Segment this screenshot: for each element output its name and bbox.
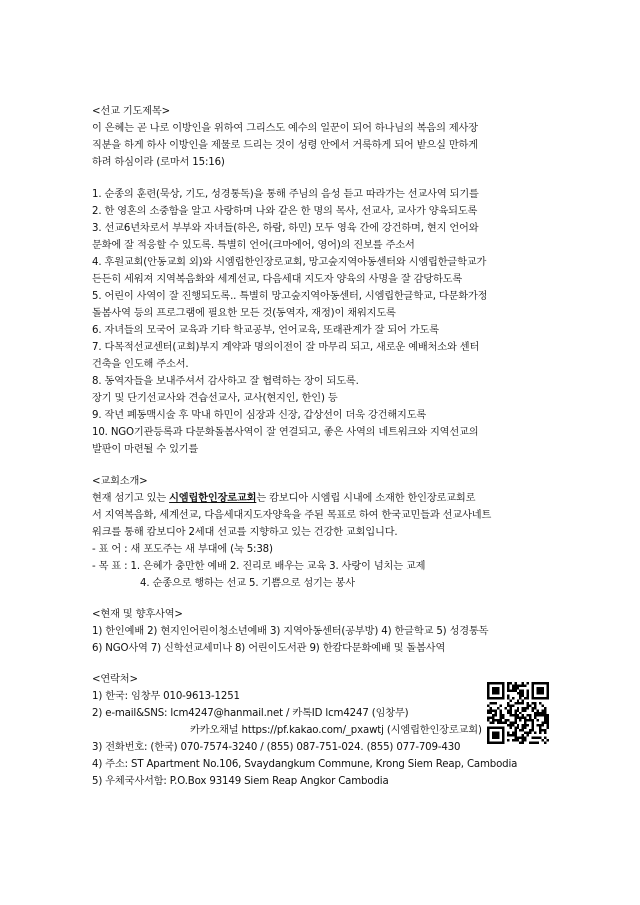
prayer-verse-line: 하려 하심이라 (로마서 15:16) bbox=[92, 157, 225, 168]
prayer-item: 6. 자녀들의 모국어 교육과 기타 학교공부, 언어교육, 또래관계가 잘 되어 가도록 bbox=[92, 325, 439, 336]
prayer-item: 9. 작년 폐동맥시술 후 막내 하민이 심장과 신장, 갑상선이 더욱 강건해지도록 bbox=[92, 410, 427, 421]
prayer-verse-line: 이 은혜는 곧 나로 이방인을 위하여 그리스도 예수의 일꾼이 되어 하나님의 복음의 제사장 bbox=[92, 123, 478, 134]
church-motto: - 표 어 : 새 포도주는 새 부대에 (눅 5:38) bbox=[92, 544, 273, 555]
prayer-item: 4. 후원교회(안동교회 외)와 시엠립한인장로교회, 망고숲지역아동센터와 시엠립한글학교가 bbox=[92, 257, 487, 268]
church-intro-post: 는 캄보디아 시엠립 시내에 소재한 한인장로교회로 bbox=[256, 493, 476, 504]
prayer-item: 든든히 세워져 지역복음화와 세계선교, 다음세대 지도자 양육의 사명을 잘 감당하도록 bbox=[92, 274, 463, 285]
contact-postal: 5) 우체국사서함: P.O.Box 93149 Siem Reap Angkor Cambodia bbox=[92, 776, 389, 787]
contact-phone: 1) 한국: 임창무 010-9613-1251 bbox=[92, 691, 240, 702]
ministry-title: <현재 및 향후사역> bbox=[92, 609, 183, 620]
prayer-item: 10. NGO기관등록과 다문화돌봄사역이 잘 연결되고, 좋은 사역의 네트워크와 지역선교의 bbox=[92, 427, 479, 438]
prayer-item: 7. 다목적선교센터(교회)부지 계약과 명의이전이 잘 마무리 되고, 새로운 예배처소와 센터 bbox=[92, 342, 480, 353]
prayer-verse-line: 직분을 하게 하사 이방인을 제물로 드리는 것이 성령 안에서 거룩하게 되어 받으실 만하게 bbox=[92, 140, 478, 151]
ministry-line: 1) 한인예배 2) 현지인어린이청소년예배 3) 지역아동센터(공부방) 4) 한글학교 5) 성경통독 bbox=[92, 626, 489, 637]
church-intro-pre: 현재 섬기고 있는 bbox=[92, 493, 170, 504]
prayer-item: 장기 및 단기선교사와 견습선교사, 교사(현지인, 한인) 등 bbox=[92, 393, 338, 404]
prayer-item: 돌봄사역 등의 프로그램에 필요한 모든 것(동역자, 재정)이 채워지도록 bbox=[92, 308, 396, 319]
contact-title: <연락처> bbox=[92, 674, 138, 685]
prayer-item: 2. 한 영혼의 소중함을 알고 사랑하며 나와 같은 한 명의 목사, 선교사, 교사가 양육되도록 bbox=[92, 206, 478, 217]
church-title: <교회소개> bbox=[92, 476, 148, 487]
qr-code-icon[interactable] bbox=[487, 682, 549, 744]
prayer-item: 문화에 잘 적응할 수 있도록. 특별히 언어(크마에어, 영어)의 진보를 주소서 bbox=[92, 240, 415, 251]
ministry-line: 6) NGO사역 7) 신학선교세미나 8) 어린이도서관 9) 한캄다문화예배 및 돌봄사역 bbox=[92, 643, 446, 654]
church-intro-line bbox=[92, 492, 552, 506]
church-goals: 4. 순종으로 행하는 선교 5. 기쁨으로 섬기는 봉사 bbox=[140, 578, 355, 589]
prayer-item: 건축을 인도해 주소서. bbox=[92, 359, 189, 370]
contact-tel: 3) 전화번호: (한국) 070-7574-3240 / (855) 087-751-024. (855) 077-709-430 bbox=[92, 742, 461, 753]
prayer-title: <선교 기도제목> bbox=[92, 106, 171, 117]
prayer-item: 5. 어린이 사역이 잘 진행되도록.. 특별히 망고숲지역아동센터, 시엠립한글학교, 다문화가정 bbox=[92, 291, 488, 302]
church-intro-line: 워크를 통해 캄보디아 2세대 선교를 지향하고 있는 건강한 교회입니다. bbox=[92, 527, 398, 538]
prayer-item: 8. 동역자들을 보내주셔서 감사하고 잘 협력하는 장이 되도록. bbox=[92, 376, 359, 387]
contact-address: 4) 주소: ST Apartment No.106, Svaydangkum Commune, Krong Siem Reap, Cambodia bbox=[92, 759, 518, 770]
contact-email: 2) e-mail&SNS: lcm4247@hanmail.net / 카톡ID lcm4247 (임창무) bbox=[92, 708, 409, 719]
church-intro-line: 서 지역복음화, 세계선교, 다음세대지도자양육을 주된 목표로 하여 한국교민들과 선교사네트 bbox=[92, 510, 492, 521]
church-goals: - 목 표 : 1. 은혜가 충만한 예배 2. 진리로 배우는 교육 3. 사랑이 넘치는 교제 bbox=[92, 561, 426, 572]
prayer-item: 3. 선교6년차로서 부부와 자녀들(하은, 하람, 하민) 모두 영육 간에 강건하며, 현지 언어와 bbox=[92, 223, 479, 234]
church-name: 시엠립한인장로교회 bbox=[169, 493, 257, 504]
prayer-item: 1. 순종의 훈련(묵상, 기도, 성경통독)을 통해 주님의 음성 듣고 따라가는 선교사역 되기를 bbox=[92, 189, 479, 200]
prayer-item: 발판이 마련될 수 있기를 bbox=[92, 444, 199, 455]
contact-kakao: 카카오채널 https://pf.kakao.com/_pxawtj (시엠립한인장로교회) bbox=[190, 725, 482, 736]
